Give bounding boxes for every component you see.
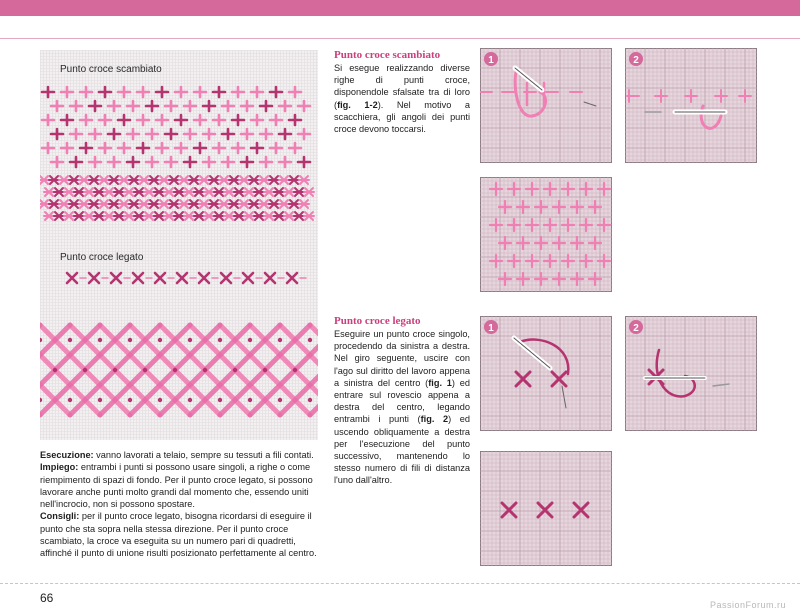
section1-body-a: Si esegue realizzando diverse righe di punti croce, disponendole sfalsate tra di loro ( [334,63,470,110]
section2-fig1-ref: fig. 1 [428,377,452,388]
fig-legato-result-drawing [480,451,612,566]
fig-scambiato-1-drawing [480,48,612,163]
fig-scambiato-pattern [480,177,612,292]
fig-legato-2-drawing [625,316,757,431]
esecuzione-text: vanno lavorati a telaio, sempre su tessuti a fili contati. [93,450,314,460]
fig-legato-2 [625,316,757,431]
fig-scambiato-2-drawing [625,48,757,163]
fig-scambiato-2 [625,48,757,163]
fig-scambiato-pattern-drawing [480,177,612,292]
section2-body-a: Eseguire un punto croce singolo, procedendo da sinistra a destra. Nel giro seguente, uscire con l'ago sul diritto del lavoro appena a sinistra del centro ( [334,329,470,388]
badge-2-number: 2 [633,55,639,66]
badge-legato-2-number: 2 [633,323,639,334]
section2-body [334,328,470,487]
fig-legato-1-drawing [480,316,612,431]
badge-1-number: 1 [488,55,494,66]
top-color-bar [0,0,800,16]
fig-legato-1 [480,316,612,431]
consigli-label: Consigli: [40,511,80,522]
section2-title: Punto croce legato [334,315,421,327]
top-divider [0,38,800,39]
photo-label-legato: Punto croce legato [60,252,144,263]
impiego-label: Impiego: [40,462,79,473]
section2-body-b: ) ed entrare sul rovescio appena a destra del centro, legando entrambi i punti ( [334,377,470,425]
embroidery-photo-drawing [40,50,318,440]
section2-fig2-ref: fig. 2 [420,414,449,425]
esecuzione-label: Esecuzione: [40,450,94,460]
page-number: 66 [40,591,54,605]
section1-body [334,62,470,135]
watermark: PassionForum.ru [709,600,786,610]
section1-body-b: ). Nel motivo a scacchiera, gli angoli dei punti croce devono toccarsi. [334,99,470,135]
fig-scambiato-1 [480,48,612,163]
bottom-divider [0,583,800,585]
photo-label-scambiato: Punto croce scambiato [60,64,162,75]
section2-body-c: ) ed uscendo obliquamente a destra per l'esecuzione del punto successivo, mantenendo lo stesso numero di fili di distanza l'uno dall'altro. [334,414,470,486]
left-instructions [40,449,330,560]
section1-title: Punto croce scambiato [334,49,441,61]
fig-legato-result [480,451,612,566]
embroidery-photo [40,50,318,440]
section1-fig-ref: fig. 1-2 [337,99,378,110]
consigli-text: per il punto croce legato, bisogna ricordarsi di eseguire il punto che sta sopra nella stessa direzione. Per il punto croce scambiato, la croce va eseguita su un numero pari di quadretti, affinché il punto di unione risulti posizionato perfettamente al centro. [40,511,317,559]
badge-legato-1-number: 1 [488,323,494,334]
impiego-text: entrambi i punti si possono usare singoli, a righe o come riempimento di spazi di fondo. Per il punto croce legato, si possono lavorare anche punti molto grandi dal momento che, essendo uniti nell'incrocio, non si possono spostare. [40,462,313,510]
